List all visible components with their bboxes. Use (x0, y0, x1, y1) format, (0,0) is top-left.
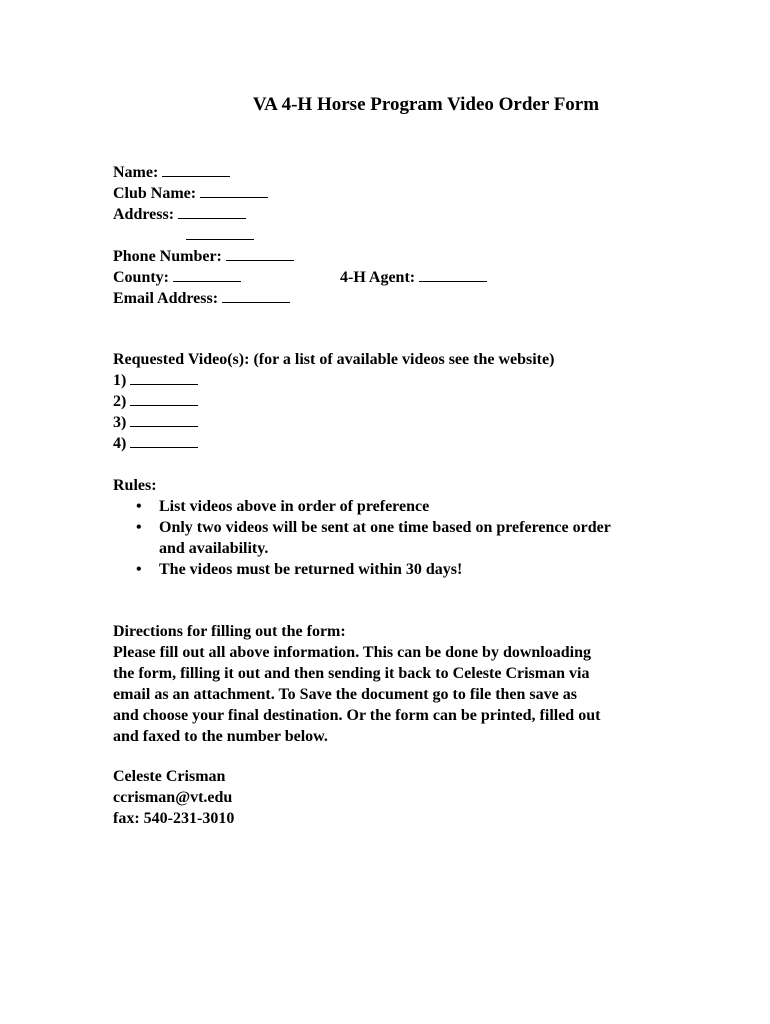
rule-item (136, 517, 611, 538)
county-blank[interactable] (173, 267, 241, 282)
directions-line: and faxed to the number below. (113, 728, 328, 745)
rule-text-continuation: and availability. (159, 540, 269, 557)
name-blank[interactable] (162, 162, 230, 177)
video-item (113, 433, 198, 454)
video-item-number: 4) (113, 435, 127, 452)
rule-text: The videos must be returned within 30 days! (159, 561, 463, 578)
directions-line: and choose your final destination. Or the form can be printed, filled out (113, 707, 601, 724)
contact-email[interactable]: ccrisman@vt.edu (113, 789, 233, 806)
bullet-icon: • (136, 519, 142, 536)
phone-blank[interactable] (226, 246, 294, 261)
rule-text: List videos above in order of preference (159, 498, 430, 515)
phone-field (113, 246, 294, 267)
directions-body (113, 642, 673, 747)
phone-label: Phone Number: (113, 248, 222, 265)
directions-heading: Directions for filling out the form: (113, 623, 346, 640)
video-item-number: 1) (113, 372, 127, 389)
county-field (113, 267, 241, 288)
email-blank[interactable] (222, 288, 290, 303)
name-label: Name: (113, 164, 159, 181)
email-label: Email Address: (113, 290, 219, 307)
video-blank-1[interactable] (130, 370, 198, 385)
video-item-number: 2) (113, 393, 127, 410)
video-blank-2[interactable] (130, 391, 198, 406)
video-blank-3[interactable] (130, 412, 198, 427)
video-item (113, 370, 198, 391)
county-label: County: (113, 269, 170, 286)
rule-text: Only two videos will be sent at one time based on preference order (159, 519, 611, 536)
directions-line: email as an attachment. To Save the document go to file then save as (113, 686, 577, 703)
rule-item (136, 496, 429, 517)
email-field (113, 288, 290, 309)
name-field (113, 162, 230, 183)
address-field (113, 204, 246, 225)
video-item (113, 412, 198, 433)
agent-field (340, 267, 487, 288)
rules-heading: Rules: (113, 477, 157, 494)
video-item (113, 391, 198, 412)
address-blank[interactable] (178, 204, 246, 219)
club-name-label: Club Name: (113, 185, 197, 202)
contact-fax: fax: 540-231-3010 (113, 810, 235, 827)
directions-line: Please fill out all above information. This can be done by downloading (113, 644, 591, 661)
club-name-blank[interactable] (200, 183, 268, 198)
address-label: Address: (113, 206, 175, 223)
agent-blank[interactable] (419, 267, 487, 282)
video-item-number: 3) (113, 414, 127, 431)
page-title: VA 4-H Horse Program Video Order Form (252, 94, 600, 115)
directions-line: the form, filling it out and then sending it back to Celeste Crisman via (113, 665, 590, 682)
club-name-field (113, 183, 268, 204)
bullet-icon: • (136, 561, 142, 578)
bullet-icon: • (136, 498, 142, 515)
agent-label: 4-H Agent: (340, 269, 416, 286)
video-blank-4[interactable] (130, 433, 198, 448)
address-blank-2[interactable] (186, 225, 254, 240)
requested-heading: Requested Video(s): (for a list of available videos see the website) (113, 351, 555, 368)
address-line-2 (182, 225, 254, 246)
contact-name: Celeste Crisman (113, 768, 226, 785)
rule-item (136, 559, 462, 580)
